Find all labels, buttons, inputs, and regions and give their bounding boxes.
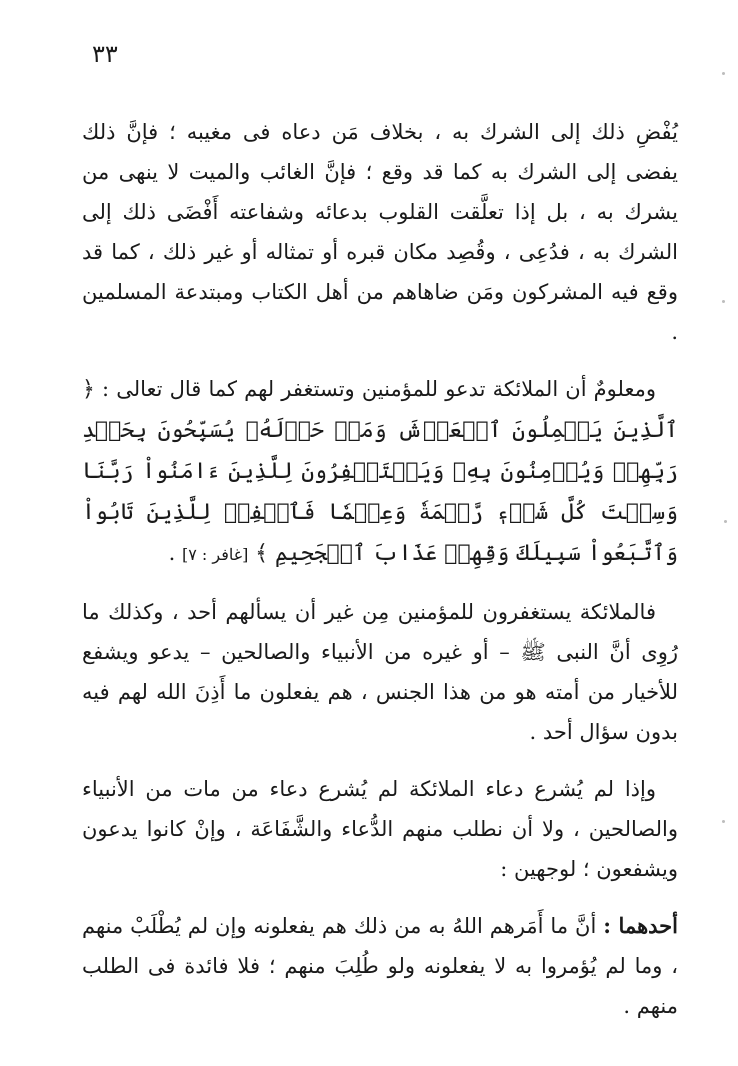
scan-speck <box>722 820 725 823</box>
paragraph-5 <box>82 906 678 1026</box>
paragraph-1: يُفْضِ ذلك إلى الشرك به ، بخلاف مَن دعاه فى مغيبه ؛ فإنَّ ذلك يفضى إلى الشرك به كما قد وقع ؛ فإنَّ الغائب والميت لا ينهى من يشرك به ، بل إذا تعلَّقت القلوب بدعائه وشفاعته أَفْضَى ذلك إلى الشرك به ، فدُعِى ، وقُصِد مكان قبره أو تمثاله أو غير ذلك ، كما قد وقع فيه المشركون ومَن ضاهاهم من أهل الكتاب ومبتدعة المسلمين . <box>82 120 678 344</box>
paragraph-4: وإذا لم يُشرع دعاء الملائكة لم يُشرع دعاء من مات من الأنبياء والصالحين ، ولا أن نطلب منهم الدُّعاء والشَّفَاعَة ، وإنْ كانوا يدعون ويشفعون ؛ لوجهين : <box>82 777 678 881</box>
paragraph-3: فالملائكة يستغفرون للمؤمنين مِن غير أن يسألهم أحد ، وكذلك ما رُوِى أنَّ النبى ﷺ – أو غيره من الأنبياء والصالحين – يدعو ويشفع للأخيار من أمته هو من هذا الجنس ، هم يفعلون ما أَذِنَ الله لهم فيه بدون سؤال أحد . <box>82 600 678 744</box>
scan-speck <box>724 520 727 523</box>
paragraph-5-text: أنَّ ما أَمَرهم اللهُ به من ذلك هم يفعلونه وإن لم يُطْلَبْ منهم ، وما لم يُؤمروا به لا يفعلونه ولو طُلِبَ منهم ؛ فلا فائدة فى الطلب منهم . <box>82 914 678 1018</box>
quran-verse: ﴿ ٱلَّذِينَ يَحۡمِلُونَ ٱلۡعَرۡشَ وَمَنۡ حَوۡلَهُۥ يُسَبِّحُونَ بِحَمۡدِ رَبِّهِمۡ وَيُؤۡمِنُونَ بِهِۦ وَيَسۡتَغۡفِرُونَ لِلَّذِينَ ءَامَنُواْ رَبَّنَا وَسِعۡتَ كُلَّ شَيۡءٖ رَّحۡمَةٗ وَعِلۡمٗا فَٱغۡفِرۡ لِلَّذِينَ تَابُواْ وَٱتَّبَعُواْ سَبِيلَكَ وَقِهِمۡ عَذَابَ ٱلۡجَحِيمِ ﴾ <box>82 377 678 566</box>
paragraph-2-end: . <box>168 541 176 565</box>
paragraph-2-intro: ومعلومٌ أن الملائكة تدعو للمؤمنين وتستغفر لهم كما قال تعالى : <box>102 377 656 401</box>
verse-citation: [غافر : ٧] <box>182 545 249 564</box>
paragraph-5-lead: أحدهما : <box>603 913 678 938</box>
paragraph-2 <box>82 369 678 575</box>
page-body <box>82 112 678 1043</box>
scan-speck <box>722 300 725 303</box>
scan-speck <box>722 72 725 75</box>
page-number: ٣٣ <box>92 40 118 68</box>
